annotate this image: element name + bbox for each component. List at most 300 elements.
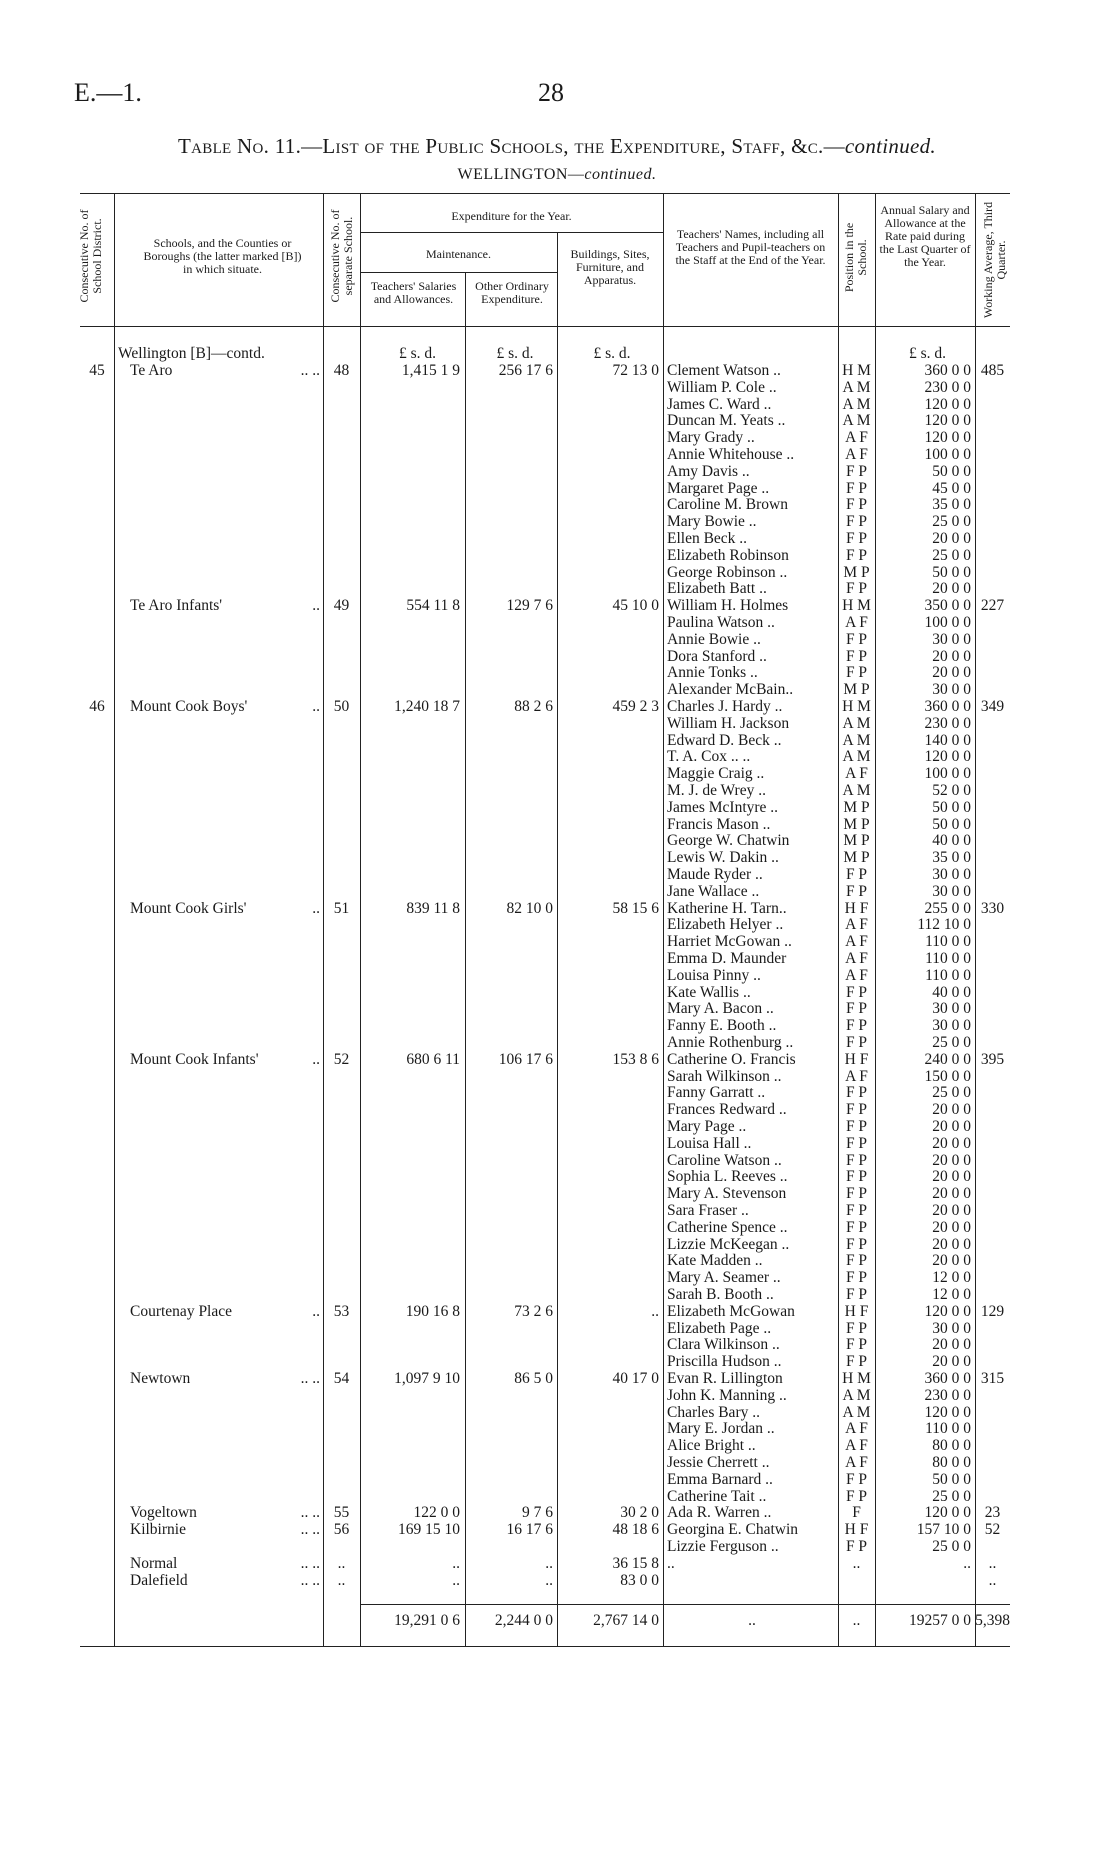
header-schools: Schools, and the Counties or Boroughs (the latter marked [B]) in which situate.: [143, 236, 302, 276]
teacher-name: Lizzie McKeegan ..: [667, 1235, 790, 1253]
teacher-salary: 360 0 0: [924, 362, 971, 379]
teacher-position: M P: [843, 832, 870, 850]
header-teachers-names: Teachers' Names, including all Teachers and Pupil-teachers on the Staff at the End of the Year.: [675, 227, 826, 267]
buildings-value: 45 10 0: [612, 597, 659, 615]
teacher-name: Mary A. Bacon ..: [667, 1000, 774, 1018]
teachers-salaries-value: 554 11 8: [406, 597, 460, 615]
other-ordinary-value: 129 7 6: [506, 597, 553, 615]
col-sep-6: [663, 193, 664, 1646]
teacher-name: Maude Ryder ..: [667, 866, 763, 883]
teacher-salary: 360 0 0: [924, 1370, 971, 1387]
header-other-ordinary: Other Ordinary Expenditure.: [475, 279, 549, 306]
school-number: 49: [333, 597, 350, 615]
teacher-salary: 140 0 0: [924, 731, 971, 749]
teacher-position: F P: [845, 1101, 868, 1119]
school-number: ..: [337, 1571, 346, 1589]
school-name: Te Aro: [130, 362, 173, 379]
working-average-value: 129: [980, 1302, 1005, 1320]
title-main: Table No. 11.—List of the Public Schools, the Expenditure, Staff, &c.—: [178, 134, 845, 158]
teacher-salary: 50 0 0: [932, 815, 971, 833]
teacher-salary: 110 0 0: [925, 933, 971, 951]
teacher-position: F P: [845, 1034, 868, 1051]
other-ordinary-value: 9 7 6: [522, 1504, 553, 1522]
teacher-position: A F: [845, 446, 868, 463]
teacher-position: F P: [845, 1487, 868, 1505]
teacher-position: H M: [842, 362, 871, 379]
teacher-name: Annie Whitehouse ..: [667, 446, 795, 463]
teacher-name: Ellen Beck ..: [667, 530, 748, 547]
teacher-name: Dora Stanford ..: [667, 647, 767, 665]
col-sep-4: [465, 272, 466, 1646]
teacher-name: George Robinson ..: [667, 563, 788, 581]
teacher-name: George W. Chatwin: [667, 832, 790, 850]
teacher-position: F P: [845, 1118, 868, 1135]
teacher-position: F P: [845, 1134, 868, 1152]
working-average-value: 330: [980, 899, 1005, 917]
school-number: 50: [333, 698, 350, 715]
teacher-name: Alice Bright ..: [667, 1437, 756, 1455]
teacher-name: Kate Wallis ..: [667, 983, 751, 1001]
teacher-name: Lewis W. Dakin ..: [667, 849, 779, 867]
teacher-position: A F: [845, 1437, 868, 1455]
table-title: [0, 134, 1114, 159]
teacher-name: Mary Bowie ..: [667, 513, 757, 531]
teacher-position: F: [852, 1504, 861, 1522]
buildings-value: 459 2 3: [612, 698, 659, 715]
teacher-position: A F: [845, 765, 868, 783]
teacher-position: A F: [845, 1454, 868, 1471]
teacher-position: F P: [845, 630, 868, 648]
teacher-position: F P: [845, 1269, 868, 1287]
teacher-name: Kate Madden ..: [667, 1252, 763, 1270]
teacher-name: Clara Wilkinson ..: [667, 1336, 780, 1354]
working-average-value: 395: [980, 1050, 1005, 1068]
teacher-name: T. A. Cox .. ..: [667, 748, 751, 766]
teacher-salary: 20 0 0: [932, 1252, 971, 1270]
buildings-value: 83 0 0: [620, 1571, 659, 1589]
other-ordinary-value: ..: [545, 1571, 553, 1589]
header-bottom-rule: [80, 326, 1010, 327]
header-buildings: Buildings, Sites, Furniture, and Apparatus.: [570, 247, 650, 287]
teacher-position: A M: [842, 395, 871, 413]
school-number: 51: [333, 899, 350, 917]
school-leader-dots: ..: [312, 597, 320, 615]
teacher-position: F P: [845, 983, 868, 1001]
col-sep-2: [323, 193, 324, 1646]
teacher-salary: 30 0 0: [932, 866, 971, 883]
teacher-salary: 150 0 0: [924, 1067, 971, 1085]
teacher-position: A M: [842, 714, 871, 732]
buildings-value: 58 15 6: [612, 899, 659, 917]
teacher-position: F P: [845, 1319, 868, 1337]
other-ordinary-value: 86 5 0: [514, 1370, 553, 1387]
header-top-rule: [80, 193, 1010, 194]
teacher-salary: 120 0 0: [924, 395, 971, 413]
teacher-salary: 50 0 0: [932, 798, 971, 816]
teacher-name: Maggie Craig ..: [667, 765, 765, 783]
teacher-position: H F: [844, 1050, 869, 1068]
col-sep-5: [557, 232, 558, 1646]
teacher-position: F P: [845, 580, 868, 598]
header-expenditure: Expenditure for the Year.: [451, 209, 572, 223]
school-name: Mount Cook Infants': [130, 1050, 259, 1068]
teacher-name: Paulina Watson ..: [667, 614, 775, 631]
teacher-name: William H. Jackson: [667, 714, 790, 732]
title-continued: continued.: [844, 134, 936, 158]
buildings-value: 48 18 6: [612, 1521, 659, 1539]
teacher-salary: 120 0 0: [924, 1504, 971, 1522]
teacher-name: Elizabeth Page ..: [667, 1319, 772, 1337]
teacher-salary: 230 0 0: [924, 378, 971, 396]
col-sep-9: [975, 193, 976, 1646]
school-name: Kilbirnie: [130, 1521, 186, 1539]
teacher-salary: 50 0 0: [932, 462, 971, 480]
working-average-value: 23: [984, 1504, 1001, 1522]
school-name: Te Aro Infants': [130, 597, 223, 615]
units-salary: £ s. d.: [908, 345, 947, 362]
teacher-salary: 30 0 0: [932, 882, 971, 900]
teacher-position: F P: [845, 1252, 868, 1270]
teacher-name: Emma Barnard ..: [667, 1470, 773, 1488]
teacher-name: Fanny E. Booth ..: [667, 1017, 777, 1035]
teacher-salary: 25 0 0: [932, 1538, 971, 1555]
header-working-average: Working Average, Third Quarter.: [981, 201, 1008, 319]
teacher-salary: 120 0 0: [924, 412, 971, 430]
teacher-salary: 12 0 0: [932, 1286, 971, 1303]
teacher-name: Margaret Page ..: [667, 479, 770, 497]
teacher-salary: 20 0 0: [932, 1235, 971, 1253]
school-name: Dalefield: [130, 1571, 188, 1589]
teacher-salary: 110 0 0: [925, 966, 971, 984]
school-leader-dots: ..: [312, 1050, 320, 1068]
teacher-salary: 35 0 0: [932, 849, 971, 867]
teachers-salaries-value: 190 16 8: [405, 1302, 460, 1320]
teacher-position: M P: [843, 798, 870, 816]
total-position-placeholder: ..: [852, 1612, 861, 1629]
teacher-position: H F: [844, 1302, 869, 1320]
teacher-position: A F: [845, 933, 868, 951]
total-names-placeholder: ..: [748, 1612, 756, 1629]
teacher-name: Caroline Watson ..: [667, 1151, 782, 1169]
teacher-salary: 20 0 0: [932, 664, 971, 682]
teacher-position: A M: [842, 1403, 871, 1421]
teacher-position: F P: [845, 1151, 868, 1169]
teacher-name: Priscilla Hudson ..: [667, 1353, 782, 1371]
teacher-name: Mary A. Stevenson: [667, 1185, 787, 1203]
teacher-salary: 25 0 0: [932, 1487, 971, 1505]
teacher-salary: 240 0 0: [924, 1050, 971, 1068]
teacher-name: Louisa Pinny ..: [667, 966, 761, 984]
school-leader-dots: .. ..: [300, 1554, 320, 1572]
teacher-position: A M: [842, 748, 871, 766]
buildings-value: ..: [651, 1302, 659, 1320]
teacher-name: Harriet McGowan ..: [667, 933, 792, 951]
teacher-salary: 112 10 0: [917, 916, 971, 934]
teacher-position: F P: [845, 462, 868, 480]
teacher-name: Charles Bary ..: [667, 1403, 760, 1421]
header-annual-salary: Annual Salary and Allowance at the Rate paid during the Last Quarter of the Year.: [879, 203, 971, 269]
teacher-salary: 120 0 0: [924, 748, 971, 766]
school-number: 52: [333, 1050, 350, 1068]
teacher-salary: 25 0 0: [932, 1084, 971, 1102]
units-teachers-salaries: £ s. d.: [398, 345, 437, 362]
school-number: 48: [333, 362, 350, 379]
teacher-name: Georgina E. Chatwin: [667, 1521, 799, 1539]
school-leader-dots: .. ..: [300, 1370, 320, 1387]
teacher-position: F P: [845, 1286, 868, 1303]
teacher-salary: 120 0 0: [924, 1302, 971, 1320]
teacher-salary: 20 0 0: [932, 1151, 971, 1169]
teacher-salary: 80 0 0: [932, 1437, 971, 1455]
total-working-average: 5,398: [975, 1612, 1010, 1629]
header-position: Position in the School.: [842, 222, 869, 293]
page-number: 28: [538, 78, 564, 107]
working-average-value: 315: [980, 1370, 1005, 1387]
teacher-position: H F: [844, 1521, 869, 1539]
teacher-salary: 20 0 0: [932, 1185, 971, 1203]
teachers-salaries-value: ..: [452, 1554, 460, 1572]
teacher-position: A F: [845, 916, 868, 934]
teacher-name: Evan R. Lillington: [667, 1370, 783, 1387]
teacher-salary: 110 0 0: [925, 1420, 971, 1438]
school-leader-dots: .. ..: [300, 1504, 320, 1522]
page-ref: E.—1.: [74, 78, 142, 107]
teacher-salary: 255 0 0: [924, 899, 971, 917]
teacher-salary: 52 0 0: [932, 782, 971, 799]
county-label: Wellington [B]—contd.: [118, 345, 265, 362]
total-buildings: 2,767 14 0: [593, 1612, 659, 1629]
teacher-salary: 20 0 0: [932, 580, 971, 598]
teacher-position: A F: [845, 429, 868, 447]
other-ordinary-value: ..: [545, 1554, 553, 1572]
teacher-salary: 40 0 0: [932, 832, 971, 850]
table-bottom-rule: [80, 1646, 1010, 1647]
teachers-salaries-value: 122 0 0: [413, 1504, 460, 1522]
teacher-salary: 20 0 0: [932, 1218, 971, 1236]
teacher-salary: 100 0 0: [924, 765, 971, 783]
teacher-name: Sara Fraser ..: [667, 1202, 749, 1219]
teacher-position: F P: [845, 882, 868, 900]
teacher-salary: 30 0 0: [932, 681, 971, 699]
buildings-value: 153 8 6: [612, 1050, 659, 1068]
teacher-name: Sophia L. Reeves ..: [667, 1168, 788, 1186]
teacher-position: F P: [845, 1538, 868, 1555]
teacher-position: F P: [845, 1168, 868, 1186]
school-number: ..: [337, 1554, 346, 1572]
header-separate-school: Consecutive No. of separate School.: [328, 209, 355, 303]
school-number: 53: [333, 1302, 350, 1320]
teacher-position: H M: [842, 1370, 871, 1387]
school-name: Courtenay Place: [130, 1302, 233, 1320]
expenditure-rule: [360, 232, 663, 233]
teacher-salary: 20 0 0: [932, 647, 971, 665]
teacher-salary: 360 0 0: [924, 698, 971, 715]
teacher-position: F P: [845, 647, 868, 665]
teacher-position: A F: [845, 614, 868, 631]
school-leader-dots: ..: [312, 899, 320, 917]
teacher-name: Clement Watson ..: [667, 362, 781, 379]
teacher-salary: 30 0 0: [932, 1000, 971, 1018]
other-ordinary-value: 106 17 6: [498, 1050, 553, 1068]
other-ordinary-value: 82 10 0: [506, 899, 553, 917]
teacher-name: John K. Manning ..: [667, 1386, 787, 1404]
teacher-position: F P: [845, 513, 868, 531]
teacher-position: H F: [844, 899, 869, 917]
teacher-name: Lizzie Ferguson ..: [667, 1538, 779, 1555]
teacher-name: Edward D. Beck ..: [667, 731, 782, 749]
teacher-name: Jane Wallace ..: [667, 882, 760, 900]
working-average-value: ..: [988, 1571, 997, 1589]
teacher-position: F P: [845, 1000, 868, 1018]
teacher-salary: 230 0 0: [924, 1386, 971, 1404]
school-leader-dots: .. ..: [300, 1571, 320, 1589]
teacher-position: M P: [843, 815, 870, 833]
teacher-salary: 20 0 0: [932, 530, 971, 547]
district-number: 45: [89, 362, 105, 379]
teacher-salary: 12 0 0: [932, 1269, 971, 1287]
teacher-position: M P: [843, 849, 870, 867]
teacher-position: A F: [845, 1067, 868, 1085]
total-teachers-salaries: 19,291 0 6: [394, 1612, 460, 1629]
district-number: 46: [89, 698, 105, 715]
teacher-salary: 230 0 0: [924, 714, 971, 732]
teacher-salary: 30 0 0: [932, 1319, 971, 1337]
teachers-salaries-value: 1,097 9 10: [394, 1370, 460, 1387]
teacher-position: F P: [845, 1218, 868, 1236]
teacher-salary: 110 0 0: [925, 950, 971, 967]
teacher-salary: 20 0 0: [932, 1336, 971, 1354]
teacher-salary: 40 0 0: [932, 983, 971, 1001]
teacher-salary: 50 0 0: [932, 1470, 971, 1488]
teacher-name: M. J. de Wrey ..: [667, 782, 766, 799]
teacher-salary: 20 0 0: [932, 1134, 971, 1152]
teachers-salaries-value: 1,415 1 9: [401, 362, 460, 379]
teacher-name: Duncan M. Yeats ..: [667, 412, 786, 430]
teachers-salaries-value: 680 6 11: [406, 1050, 460, 1068]
subtitle-main: WELLINGTON—: [457, 166, 585, 183]
working-average-value: ..: [988, 1554, 997, 1572]
teacher-salary: 25 0 0: [932, 546, 971, 564]
teacher-position: F P: [845, 1336, 868, 1354]
school-name: Mount Cook Girls': [130, 899, 247, 917]
teacher-position: F P: [845, 1185, 868, 1203]
totals-rule: [360, 1604, 1010, 1605]
teachers-salaries-value: 839 11 8: [406, 899, 460, 917]
teachers-salaries-value: ..: [452, 1571, 460, 1589]
teacher-position: A F: [845, 1420, 868, 1438]
teachers-salaries-value: 169 15 10: [398, 1521, 460, 1539]
teacher-name: Mary Grady ..: [667, 429, 755, 447]
teacher-name: Annie Bowie ..: [667, 630, 761, 648]
school-number: 56: [333, 1521, 350, 1539]
teacher-position: F P: [845, 664, 868, 682]
teacher-name: James C. Ward ..: [667, 395, 772, 413]
teacher-salary: ..: [963, 1554, 971, 1572]
teacher-position: F P: [845, 530, 868, 547]
teacher-name: Elizabeth Batt ..: [667, 580, 767, 598]
maintenance-rule: [360, 272, 557, 273]
teacher-salary: 157 10 0: [916, 1521, 971, 1539]
teacher-position: F P: [845, 1353, 868, 1371]
teacher-salary: 25 0 0: [932, 1034, 971, 1051]
teacher-name: Louisa Hall ..: [667, 1134, 752, 1152]
teacher-name: William H. Holmes: [667, 597, 789, 615]
school-leader-dots: ..: [312, 1302, 320, 1320]
working-average-value: 227: [980, 597, 1005, 615]
teacher-name: Annie Tonks ..: [667, 664, 758, 682]
working-average-value: 52: [984, 1521, 1001, 1539]
total-other-ordinary: 2,244 0 0: [494, 1612, 553, 1629]
teacher-salary: 45 0 0: [932, 479, 971, 497]
teacher-salary: 20 0 0: [932, 1101, 971, 1119]
teacher-salary: 120 0 0: [924, 1403, 971, 1421]
teacher-position: A F: [845, 950, 868, 967]
teacher-name: Elizabeth Robinson: [667, 546, 789, 564]
teacher-name: Francis Mason ..: [667, 815, 771, 833]
table-subtitle: [0, 166, 1114, 184]
header-consecutive-district: Consecutive No. of School District.: [77, 209, 104, 303]
working-average-value: 485: [980, 362, 1005, 379]
teacher-name: Mary E. Jordan ..: [667, 1420, 775, 1438]
teacher-position: F P: [845, 479, 868, 497]
teacher-name: Elizabeth Helyer ..: [667, 916, 784, 934]
teacher-position: F P: [845, 1202, 868, 1219]
school-name: Newtown: [130, 1370, 191, 1387]
teacher-name: Catherine O. Francis: [667, 1050, 796, 1068]
teacher-salary: 30 0 0: [932, 1017, 971, 1035]
teacher-position: H M: [842, 698, 871, 715]
teacher-name: Mary A. Seamer ..: [667, 1269, 781, 1287]
teacher-name: Mary Page ..: [667, 1118, 747, 1135]
teacher-position: A F: [845, 966, 868, 984]
teacher-position: F P: [845, 1235, 868, 1253]
buildings-value: 30 2 0: [620, 1504, 659, 1522]
school-leader-dots: .. ..: [300, 1521, 320, 1539]
other-ordinary-value: 88 2 6: [514, 698, 553, 715]
school-name: Normal: [130, 1554, 178, 1572]
subtitle-continued: continued.: [584, 166, 657, 183]
teacher-salary: 20 0 0: [932, 1168, 971, 1186]
teacher-name: James McIntyre ..: [667, 798, 779, 816]
teacher-name: Amy Davis ..: [667, 462, 750, 480]
other-ordinary-value: 256 17 6: [498, 362, 553, 379]
teacher-name: Katherine H. Tarn..: [667, 899, 787, 917]
teacher-name: Catherine Tait ..: [667, 1487, 767, 1505]
teacher-salary: 100 0 0: [924, 446, 971, 463]
teacher-name: ..: [667, 1554, 675, 1572]
teacher-name: Elizabeth McGowan: [667, 1302, 795, 1320]
teacher-name: Emma D. Maunder: [667, 950, 787, 967]
teacher-name: Caroline M. Brown: [667, 496, 788, 514]
col-sep-1: [114, 193, 115, 1646]
teacher-name: Sarah B. Booth ..: [667, 1286, 774, 1303]
teacher-position: F P: [845, 1470, 868, 1488]
teacher-name: Ada R. Warren ..: [667, 1504, 772, 1522]
teacher-salary: 20 0 0: [932, 1202, 971, 1219]
teacher-name: Alexander McBain..: [667, 681, 794, 699]
header-teachers-salaries: Teachers' Salaries and Allowances.: [370, 279, 457, 306]
teacher-name: Sarah Wilkinson ..: [667, 1067, 782, 1085]
teacher-position: F P: [845, 1017, 868, 1035]
col-sep-3: [360, 193, 361, 1646]
teacher-name: Fanny Garratt ..: [667, 1084, 766, 1102]
buildings-value: 40 17 0: [612, 1370, 659, 1387]
teacher-position: A M: [842, 731, 871, 749]
teacher-name: Catherine Spence ..: [667, 1218, 788, 1236]
teacher-name: William P. Cole ..: [667, 378, 777, 396]
header-maintenance: Maintenance.: [426, 247, 491, 261]
total-salary: 19257 0 0: [909, 1612, 971, 1629]
